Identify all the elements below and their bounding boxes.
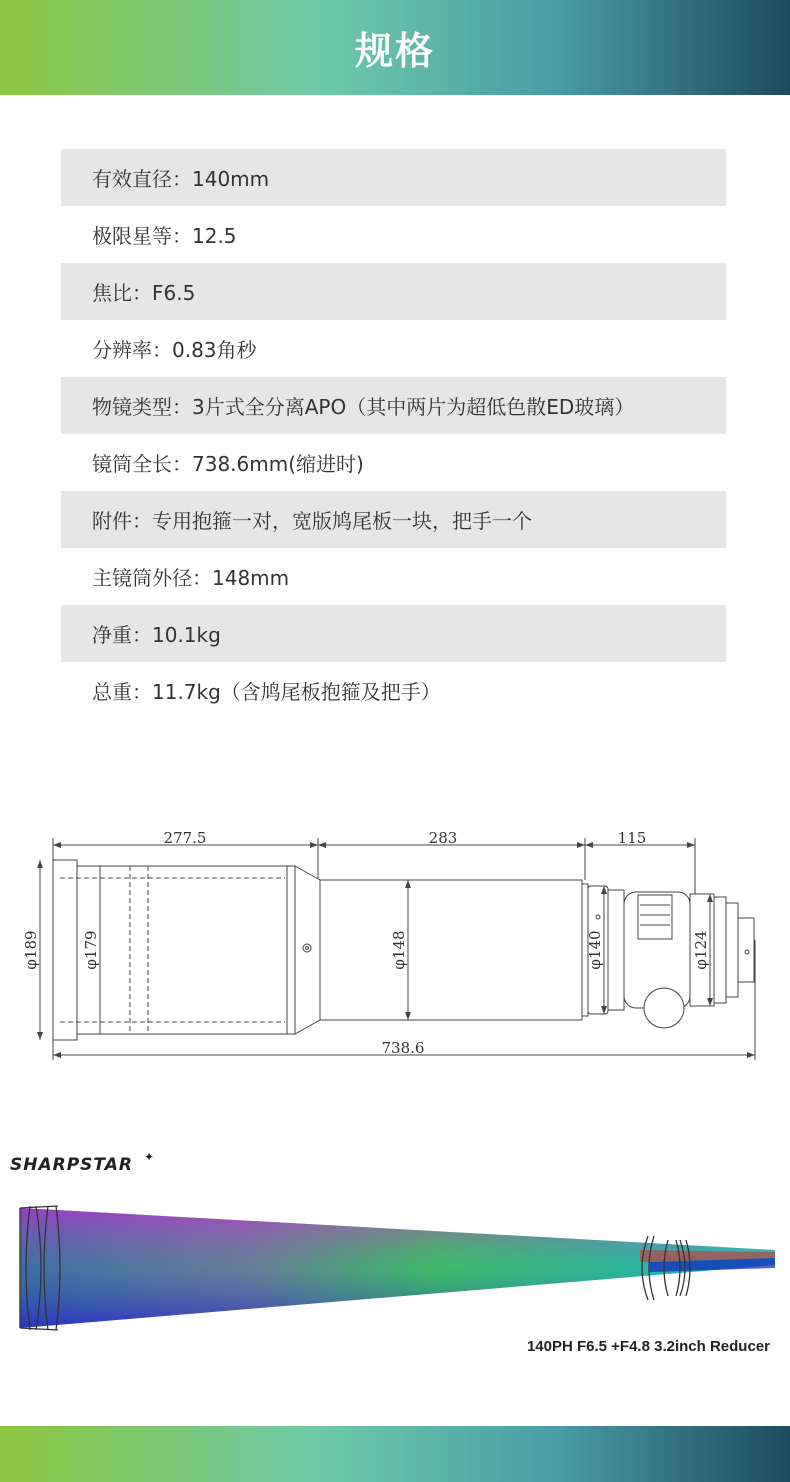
telescope-dimension-drawing	[0, 810, 790, 1070]
spec-table	[61, 149, 726, 719]
ray-trace-caption: 140PH F6.5 +F4.8 3.2inch Reducer	[526, 1338, 770, 1355]
spec-row: 有效直径：140mm	[61, 149, 726, 206]
page-title: 规格	[354, 29, 435, 73]
spec-row: 附件：专用抱箍一对，宽版鸠尾板一块，把手一个	[61, 491, 726, 548]
header-banner	[0, 0, 790, 95]
dim-d179: φ179	[82, 930, 100, 970]
dim-d140: φ140	[586, 930, 604, 970]
dim-total: 738.6	[381, 1039, 425, 1057]
spec-row: 物镜类型：3片式全分离APO（其中两片为超低色散ED玻璃）	[61, 377, 726, 434]
footer-banner	[0, 1426, 790, 1482]
spec-row: 净重：10.1kg	[61, 605, 726, 662]
dim-d124: φ124	[692, 930, 710, 970]
dim-seg2: 283	[428, 829, 458, 847]
dim-seg3: 115	[617, 829, 647, 847]
brand-logo: SHARPSTAR	[10, 1155, 133, 1175]
spec-row: 分辨率：0.83角秒	[92, 338, 257, 362]
spec-row: 极限星等：12.5	[92, 224, 237, 248]
dim-seg1: 277.5	[163, 829, 207, 847]
spec-row: 焦比：F6.5	[61, 263, 726, 320]
dim-d148: φ148	[390, 930, 408, 970]
spec-row: 镜筒全长：738.6mm(缩进时)	[92, 452, 364, 476]
star-icon: ✦	[144, 1150, 155, 1164]
ray-trace-diagram	[0, 1195, 790, 1335]
spec-row: 总重：11.7kg（含鸠尾板抱箍及把手）	[92, 680, 441, 704]
spec-row: 主镜筒外径：148mm	[92, 566, 290, 590]
dim-d189: φ189	[22, 930, 40, 970]
